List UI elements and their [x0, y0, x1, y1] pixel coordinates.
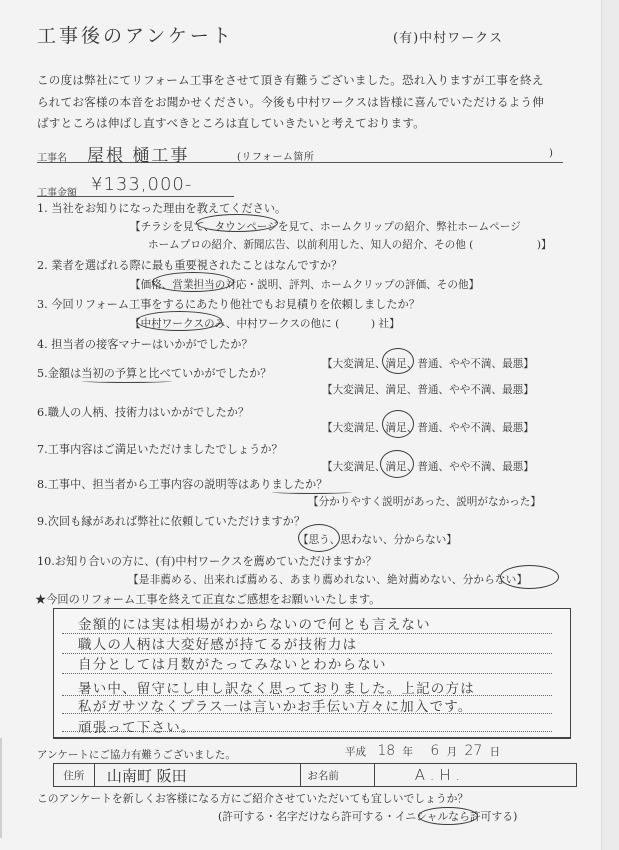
question-number: 5. [37, 367, 48, 380]
question-number: 6. [37, 406, 48, 419]
question-text: 職人の人柄、技術力はいかがでしたか？ [47, 406, 250, 419]
q4-options: 【大変満足、満足、普通、やや不満、最悪】 [322, 358, 534, 370]
q3-selected-circle[interactable] [136, 311, 222, 331]
reform-location-close: ) [549, 148, 553, 159]
comment-line-2: 職人の人柄は大変好感が持てるが技術力は [78, 637, 358, 653]
question-text: 次回も縁があれば弊社に依頼していただけますか？ [47, 515, 306, 528]
q5-underline-mark [82, 379, 172, 383]
intro-line-2: られてお客様の本音をお聞かせください。今後も中村ワークスは皆様に喜んでいただけるよう伸 [37, 95, 545, 109]
reform-location-label: (リフォーム箇所 [237, 152, 315, 163]
question-text: 今回リフォーム工事をするにあたり他社でもお見積りを依頼しましたか？ [51, 298, 420, 311]
q10-options: 【是非薦める、出来れば薦める、あまり薦めれない、絶対薦めない、分からない】 [128, 574, 528, 586]
question-number: 2. [37, 259, 48, 272]
amount-field[interactable] [37, 174, 234, 199]
work-name-value: 屋根 樋工事 [87, 146, 190, 166]
name-value[interactable]: A . H . [414, 766, 461, 784]
comment-line-4: 暑い中、留守にし申し訳なく思っておりました。上記の方は [78, 681, 475, 697]
question-text: 業者を選ばれる際に最も重要視されたことはなんですか？ [51, 259, 343, 272]
year-label: 年 [402, 746, 414, 758]
q1-options-line1: 【チラシを見て、タウンページを見て、ホームクリップの紹介、弊社ホームページ [130, 221, 521, 233]
q7-options: 【大変満足、満足、普通、やや不満、最悪】 [322, 461, 534, 473]
intro-line-3: ばすところは伸ばし直すべきところは直していきたいと考えております。 [37, 116, 426, 130]
q4-selected-circle[interactable] [382, 348, 414, 374]
q6-options: 【大変満足、満足、普通、やや不満、最悪】 [322, 422, 534, 434]
permission-selected-circle[interactable] [418, 807, 478, 825]
ruled-line [62, 673, 552, 674]
work-name-label: 工事名 [37, 153, 67, 164]
question-number: 10. [37, 555, 55, 568]
q1-selected-circle[interactable] [196, 214, 278, 232]
question-number: 3. [37, 298, 48, 311]
month-value: 6 [430, 743, 440, 759]
day-value: 27 [464, 743, 483, 759]
era-label: 平成 [345, 746, 366, 758]
question-number: 1. [37, 202, 48, 215]
question-text: 金額は当初の予算と比べていかがでしたか？ [47, 367, 272, 380]
comment-prompt: ★今回のリフォーム工事を終えて正直なご感想をお願いいたします。 [35, 593, 381, 606]
q7-selected-circle[interactable] [380, 450, 414, 478]
question-7 [37, 441, 283, 457]
q2-selected-circle[interactable] [152, 272, 234, 292]
work-name-field[interactable] [37, 143, 563, 166]
question-4 [37, 336, 253, 352]
q10-selected-circle[interactable] [500, 565, 559, 589]
thanks-text: アンケートにご協力有難うございました。 [37, 749, 236, 761]
comment-box[interactable] [53, 608, 571, 739]
q1-options-line2: ホームプロの紹介、新聞広告、以前利用した、知人の紹介、その他 ( )】 [148, 239, 552, 251]
q9-options: 【思う、思わない、分からない】 [298, 534, 457, 546]
question-number: 8. [37, 478, 48, 491]
scan-edge [601, 0, 619, 850]
question-6 [37, 404, 249, 420]
q6-selected-circle[interactable] [382, 410, 414, 438]
permission-options: (許可する・名字だけなら許可する・イニシャルなら許可する) [218, 810, 518, 823]
q9-selected-circle[interactable] [298, 524, 340, 552]
question-3 [37, 296, 420, 312]
permission-question: このアンケートを新しくお客様になる方にご紹介させていただいても宜しいでしょうか？ [37, 792, 469, 805]
question-text: お知り合いの方に、(有)中村ワークスを薦めていただけますか？ [54, 555, 377, 568]
question-9 [37, 513, 305, 529]
customer-info-table [53, 763, 577, 787]
question-2 [37, 257, 342, 273]
intro-line-1: この度は弊社にてリフォーム工事をさせて頂き有難うございました。恐れ入りますが工事を終え [37, 73, 544, 87]
question-10 [37, 553, 377, 569]
q2-options: 【価格、営業担当の対応・説明、評判、ホームクリップの評価、その他】 [130, 279, 480, 291]
amount-label: 工事金額 [37, 188, 77, 199]
amount-value: ¥133,000- [91, 174, 193, 195]
question-text: 工事内容はご満足いただけましたでしょうか？ [47, 443, 283, 456]
page-title: 工事後のアンケート [37, 25, 234, 47]
comment-line-6: 頑張って下さい。 [78, 720, 196, 736]
day-label: 日 [489, 746, 501, 758]
question-number: 7. [37, 443, 48, 456]
q8-options: 【分かりやすく説明があった、説明がなかった】 [308, 496, 541, 508]
year-value: 18 [377, 743, 396, 759]
date-field[interactable] [345, 743, 500, 759]
comment-line-5: 私がガサツなくプラス一は言いかお手伝い方々に加入です。 [78, 699, 473, 715]
month-label: 月 [446, 746, 458, 758]
q5-options: 【大変満足、満足、普通、やや不満、最悪】 [322, 384, 534, 396]
question-text: 工事中、担当者から工事内容の説明等はありましたか？ [47, 478, 328, 491]
scan-edge-left [0, 738, 2, 838]
question-number: 9. [37, 515, 48, 528]
question-text: 担当者の接客マナーはいかがでしたか？ [51, 338, 253, 351]
address-label: 住所 [54, 764, 95, 786]
company-name: (有)中村ワークス [393, 31, 504, 46]
name-label: お名前 [301, 764, 374, 786]
q3-options: 【中村ワークスのみ、中村ワークスの他に ( ) 社】 [130, 318, 400, 330]
address-value[interactable]: 山南町 阪田 [95, 764, 302, 786]
comment-line-3: 自分としては月数がたってみないとわからない [78, 657, 387, 673]
question-number: 4. [37, 338, 48, 351]
question-text: 当社をお知りになった理由を教えてください。 [51, 202, 287, 215]
comment-line-1: 金額的には実は相場がわからないので何とも言えない [78, 617, 431, 633]
